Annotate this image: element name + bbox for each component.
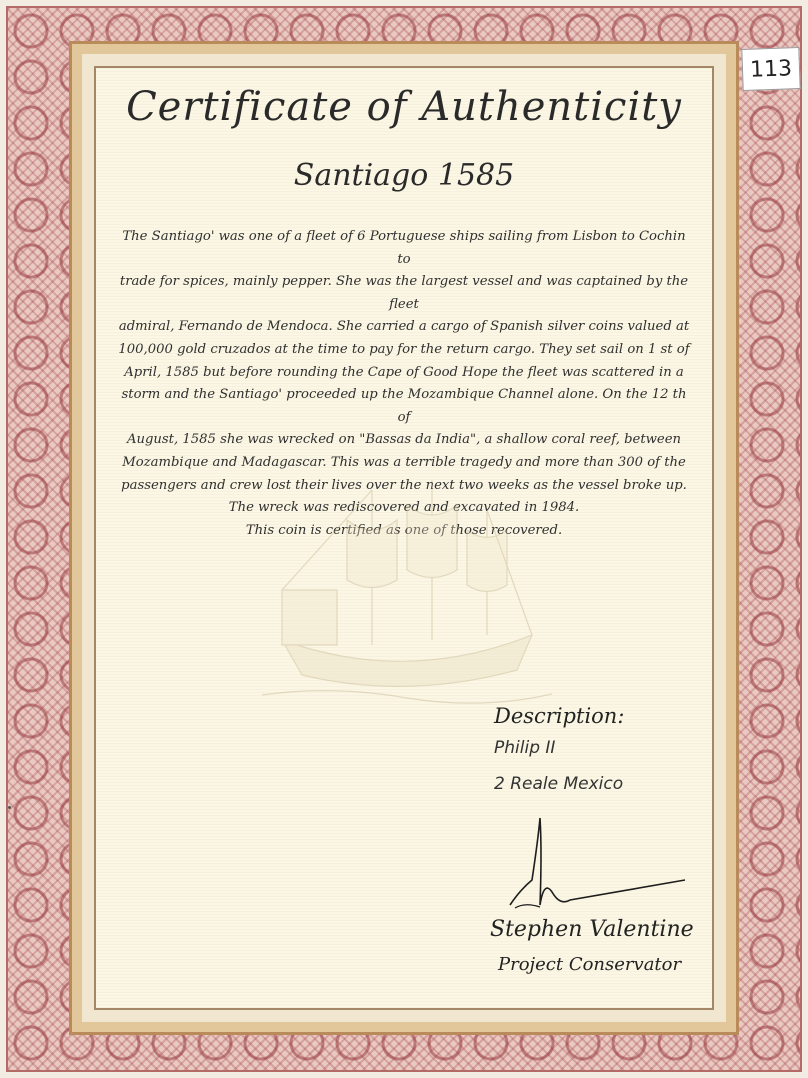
body-line: storm and the Santiago' proceeded up the Mozambique Channel alone. On the 12 th of <box>121 387 687 425</box>
number-tag: 113 <box>741 47 800 91</box>
description-line-denomination: 2 Reale Mexico <box>494 774 624 794</box>
body-line: The wreck was rediscovered and excavated in 1984. <box>228 500 580 516</box>
body-line: trade for spices, mainly pepper. She was the largest vessel and was captained by the fleet <box>119 274 689 312</box>
body-line: April, 1585 but before rounding the Cape of Good Hope the fleet was scattered in a <box>124 364 684 380</box>
description-line-ruler: Philip II <box>494 738 556 758</box>
body-line: 100,000 gold cruzados at the time to pay for the return cargo. They set sail on 1 st of <box>118 341 690 357</box>
body-line: admiral, Fernando de Mendoca. She carried a cargo of Spanish silver coins valued at <box>118 319 690 335</box>
signature-mark <box>500 810 690 920</box>
body-line: The Santiago' was one of a fleet of 6 Portuguese ships sailing from Lisbon to Cochin to <box>122 229 686 267</box>
body-line: Mozambique and Madagascar. This was a terrible tragedy and more than 300 of the <box>122 454 686 470</box>
body-line: August, 1585 she was wrecked on "Bassas da India", a shallow coral reef, between <box>126 432 682 448</box>
scan-speck <box>8 806 11 809</box>
body-line: passengers and crew lost their lives over the next two weeks as the vessel broke up. <box>121 477 687 493</box>
signatory-name: Stephen Valentine <box>490 917 694 942</box>
certificate-subtitle: Santiago 1585 <box>293 158 515 193</box>
description-label: Description: <box>494 704 625 728</box>
ship-watermark <box>262 470 552 710</box>
certificate-title: Certificate of Authenticity <box>126 84 682 130</box>
body-line: This coin is certified as one of those recovered. <box>245 522 563 538</box>
signatory-role: Project Conservator <box>498 954 682 975</box>
